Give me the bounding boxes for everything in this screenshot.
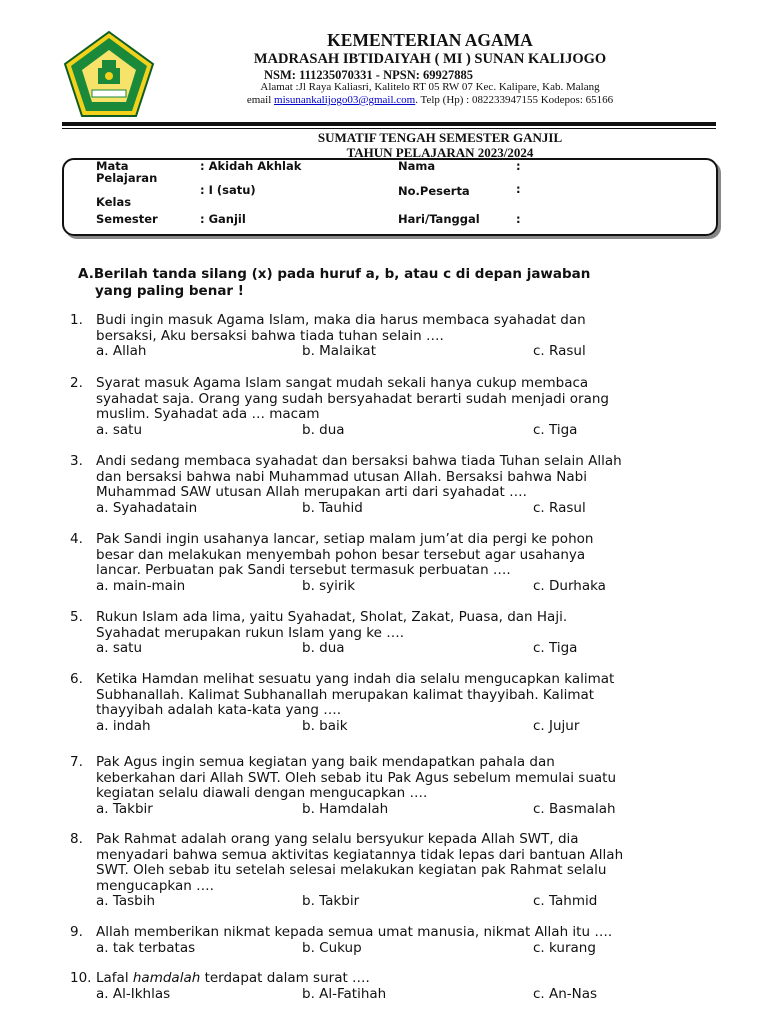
question-text-line: Allah memberikan nikmat kepada semua umat manusia, nikmat Allah itu …. xyxy=(96,924,613,940)
option-a[interactable]: a. Tasbih xyxy=(96,893,156,909)
section-instructions xyxy=(78,266,718,300)
question-number: 7. xyxy=(70,754,83,770)
option-a[interactable]: a. indah xyxy=(96,717,151,734)
question-item xyxy=(70,971,730,1002)
question-text-line: Syarat masuk Agama Islam sangat mudah sekali hanya cukup membaca xyxy=(96,375,589,391)
answer-options xyxy=(96,941,730,957)
option-b[interactable]: b. Malaikat xyxy=(302,343,376,359)
date-value[interactable]: : xyxy=(516,212,521,226)
question-text-line: SWT. Oleh sebab itu setelah selesai melakukan kegiatan pak Rahmat selalu xyxy=(96,862,607,878)
question-number: 1. xyxy=(70,312,83,328)
subject-label: Mata Pelajaran xyxy=(96,159,158,185)
question-number: 8. xyxy=(70,831,83,847)
answer-options xyxy=(96,344,730,360)
question-text-line: lancar. Perbuatan pak Sandi tersebut termasuk perbuatan …. xyxy=(96,562,511,578)
class-value: : I (satu) xyxy=(200,183,256,197)
email-link[interactable]: misunankalijogo03@gmail.com xyxy=(274,94,416,106)
answer-options xyxy=(96,987,730,1003)
answer-options xyxy=(96,894,730,910)
phone-text: . Telp (Hp) : 082233947155 Kodepos: 65166 xyxy=(415,94,614,106)
madrasah-logo xyxy=(62,30,156,120)
answer-options xyxy=(96,641,730,657)
question-text-line: dan bersaksi bahwa nabi Muhammad utusan Allah. Bersaksi bahwa Nabi xyxy=(96,468,587,485)
question-text-line: Pak Sandi ingin usahanya lancar, setiap malam jum’at dia pergi ke pohon xyxy=(96,531,594,547)
question-text-pre: Lafal xyxy=(96,970,133,986)
question-text-line: Rukun Islam ada lima, yaitu Syahadat, Sholat, Zakat, Puasa, dan Haji. xyxy=(96,609,568,625)
semester-label: Semester xyxy=(96,212,158,226)
participant-number-label: No.Peserta xyxy=(398,184,470,198)
question-text-line: Pak Rahmat adalah orang yang selalu bersyukur kepada Allah SWT, dia xyxy=(96,831,579,847)
question-item xyxy=(70,313,730,360)
option-a[interactable]: a. Allah xyxy=(96,343,147,359)
instructions-line-1: A.Berilah tanda silang (x) pada huruf a, b, atau c di depan jawaban xyxy=(78,266,591,282)
option-a[interactable]: a. Takbir xyxy=(96,800,153,817)
option-b[interactable]: b. syirik xyxy=(302,577,356,594)
option-b[interactable]: b. Tauhid xyxy=(302,499,363,516)
instructions-line-2: yang paling benar ! xyxy=(95,283,244,299)
option-a[interactable]: a. tak terbatas xyxy=(96,939,196,956)
question-text-line: besar dan melakukan menyembah pohon besar tersebut agar usahanya xyxy=(96,546,586,563)
question-text-line: Subhanallah. Kalimat Subhanallah merupakan kalimat thayyibah. Kalimat xyxy=(96,686,595,703)
question-text-line: menyadari bahwa semua aktivitas kegiatannya tidak lepas dari bantuan Allah xyxy=(96,846,624,863)
question-text-line: keberkahan dari Allah SWT. Oleh sebab itu Pak Agus sebelum memulai suatu xyxy=(96,769,617,786)
option-c[interactable]: c. Tiga xyxy=(533,421,578,438)
question-text-line: Andi sedang membaca syahadat dan bersaksi bahwa tiada Tuhan selain Allah xyxy=(96,453,622,469)
question-number: 6. xyxy=(70,671,83,687)
exam-title: SUMATIF TENGAH SEMESTER GANJIL xyxy=(317,130,563,145)
academic-year: TAHUN PELAJARAN 2023/2024 xyxy=(346,145,534,160)
option-c[interactable]: c. An-Nas xyxy=(533,985,598,1002)
answer-options xyxy=(96,579,730,595)
option-b[interactable]: b. Al-Fatihah xyxy=(302,985,387,1002)
participant-number-value[interactable]: : xyxy=(516,182,521,196)
class-label: Kelas xyxy=(96,195,132,209)
option-c[interactable]: c. Basmalah xyxy=(533,800,616,817)
semester-value: : Ganjil xyxy=(200,212,246,226)
question-item xyxy=(70,376,730,438)
option-a[interactable]: a. satu xyxy=(96,421,143,438)
question-text-line: mengucapkan …. xyxy=(96,877,214,894)
option-c[interactable]: c. Tiga xyxy=(533,640,578,656)
option-a[interactable]: a. main-main xyxy=(96,577,186,594)
question-number: 10. xyxy=(70,970,92,986)
name-label: Nama xyxy=(398,159,436,173)
school-name: MADRASAH IBTIDAIYAH ( MI ) SUNAN KALIJOGO xyxy=(253,51,607,67)
question-text-line: Pak Agus ingin semua kegiatan yang baik mendapatkan pahala dan xyxy=(96,754,555,770)
question-number: 5. xyxy=(70,609,83,625)
question-text-line: thayyibah adalah kata-kata yang …. xyxy=(96,702,341,718)
question-text-line: Budi ingin masuk Agama Islam, maka dia harus membaca syahadat dan xyxy=(96,312,586,328)
question-number: 9. xyxy=(70,924,83,940)
option-c[interactable]: c. Tahmid xyxy=(533,893,598,909)
option-b[interactable]: b. baik xyxy=(302,717,348,734)
question-text-line: kegiatan selalu diawali dengan mengucapkan …. xyxy=(96,785,428,801)
answer-options xyxy=(96,501,730,517)
option-c[interactable]: c. Rasul xyxy=(533,499,586,516)
option-b[interactable]: b. dua xyxy=(302,421,345,438)
option-c[interactable]: c. Rasul xyxy=(533,343,586,359)
option-b[interactable]: b. dua xyxy=(302,640,345,656)
option-c[interactable]: c. kurang xyxy=(533,939,596,956)
header-divider-thin xyxy=(62,128,716,129)
email-label: email xyxy=(246,94,275,106)
question-text-line: muslim. Syahadat ada … macam xyxy=(96,406,320,422)
question-number: 4. xyxy=(70,531,83,547)
school-contact xyxy=(200,94,660,106)
question-item xyxy=(70,610,730,657)
school-address: Alamat :Jl Raya Kaliasri, Kalitelo RT 05 RW 07 Kec. Kalipare, Kab. Malang xyxy=(260,81,600,93)
date-label: Hari/Tanggal xyxy=(398,212,480,226)
question-item xyxy=(70,672,730,734)
name-value[interactable]: : xyxy=(516,159,521,173)
option-b[interactable]: b. Takbir xyxy=(302,893,360,909)
question-text-line: Muhammad SAW utusan Allah merupakan arti dari syahadat …. xyxy=(96,484,527,500)
answer-options xyxy=(96,802,730,818)
question-text-emphasis: hamdalah xyxy=(132,970,201,986)
option-c[interactable]: c. Jujur xyxy=(533,717,580,734)
question-text-line: Syahadat merupakan rukun Islam yang ke …. xyxy=(96,624,404,641)
answer-options xyxy=(96,719,730,735)
question-item xyxy=(70,755,730,817)
option-a[interactable]: a. satu xyxy=(96,640,143,656)
ministry-name: KEMENTERIAN AGAMA xyxy=(327,30,533,50)
question-item xyxy=(70,454,730,516)
option-a[interactable]: a. Al-Ikhlas xyxy=(96,985,171,1002)
answer-options xyxy=(96,423,730,439)
option-c[interactable]: c. Durhaka xyxy=(533,577,606,594)
header-divider-thick xyxy=(62,122,716,126)
question-item xyxy=(70,532,730,594)
option-b[interactable]: b. Hamdalah xyxy=(302,800,389,817)
question-text-line: syahadat saja. Orang yang sudah bersyahadat berarti sudah menjadi orang xyxy=(96,390,609,407)
option-a[interactable]: a. Syahadatain xyxy=(96,499,198,516)
question-text-line xyxy=(96,971,730,987)
question-item xyxy=(70,832,730,910)
question-text-line: Ketika Hamdan melihat sesuatu yang indah dia selalu mengucapkan kalimat xyxy=(96,671,615,687)
question-text-post: terdapat dalam surat …. xyxy=(200,970,370,986)
question-number: 3. xyxy=(70,453,83,469)
option-b[interactable]: b. Cukup xyxy=(302,939,362,956)
school-registration-number: NSM: 111235070331 - NPSN: 69927885 xyxy=(264,68,474,82)
question-item xyxy=(70,925,730,956)
question-text-line: bersaksi, Aku bersaksi bahwa tiada tuhan selain …. xyxy=(96,327,444,344)
question-number: 2. xyxy=(70,375,83,391)
subject-value: : Akidah Akhlak xyxy=(200,159,302,173)
